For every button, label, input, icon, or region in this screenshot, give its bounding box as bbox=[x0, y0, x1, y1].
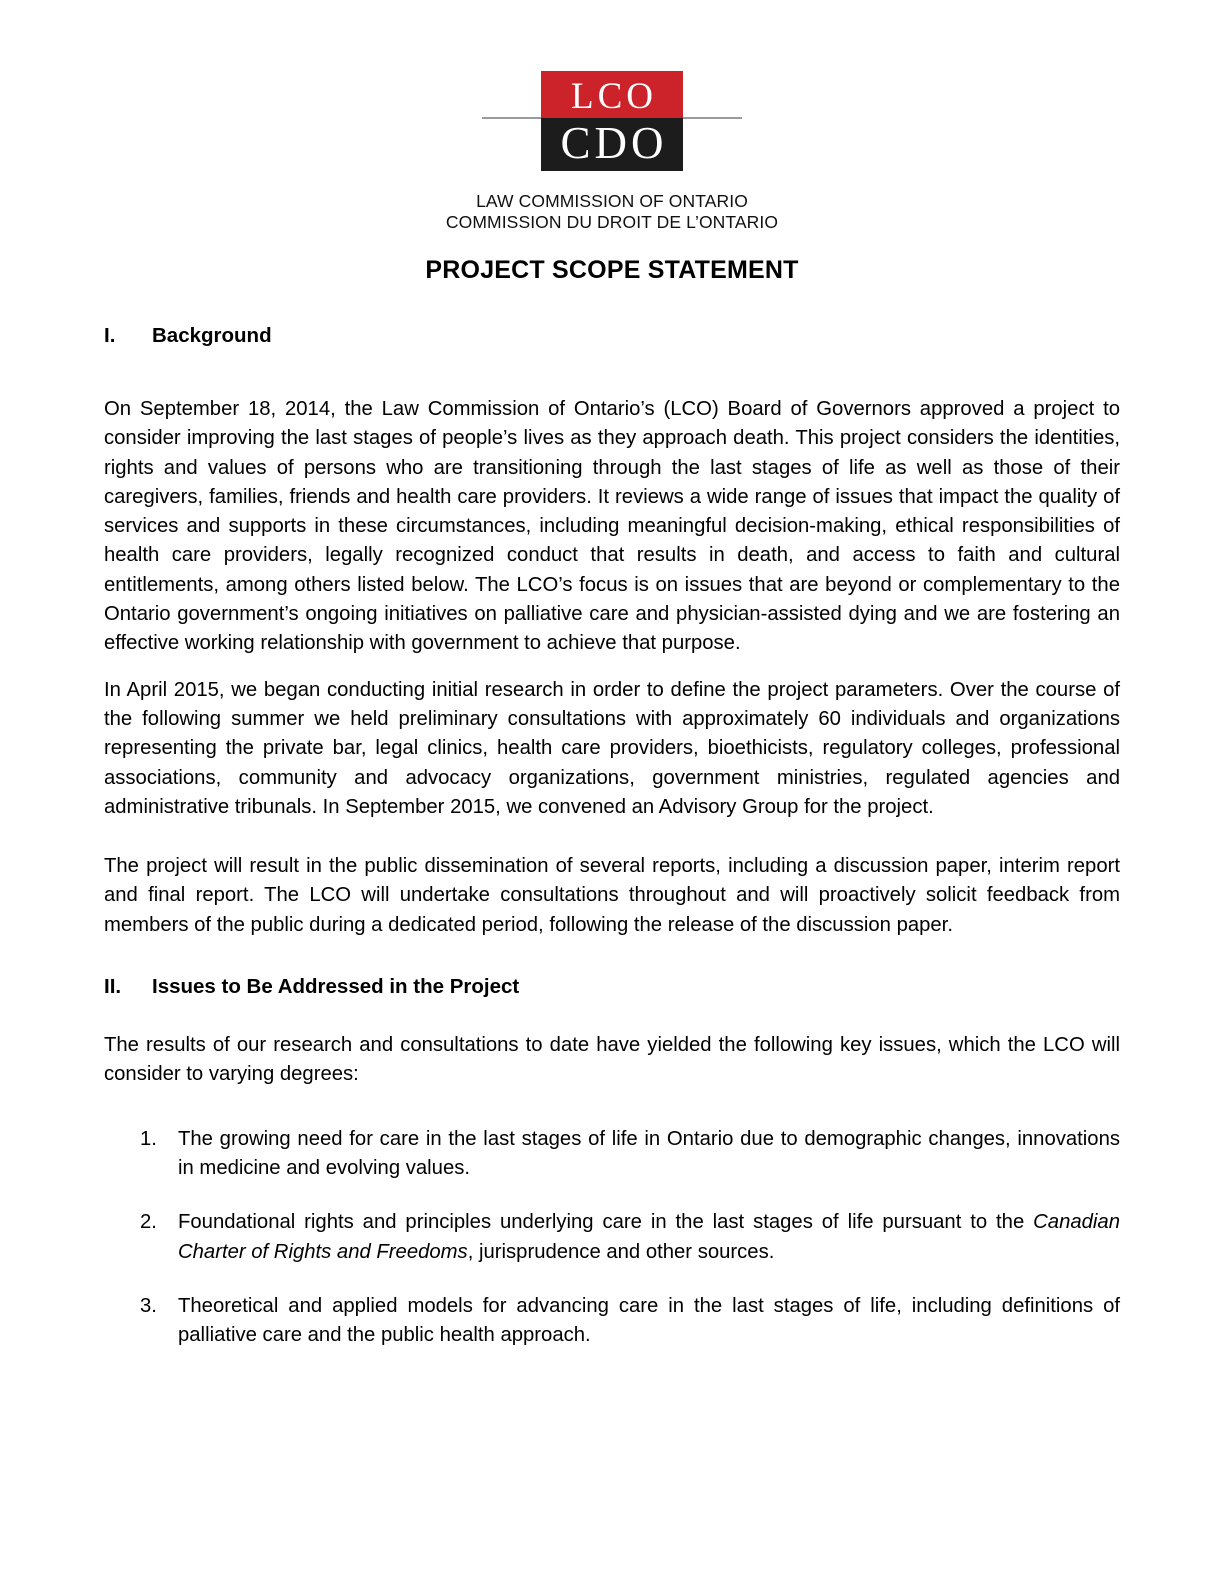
logo-text-cdo: CDO bbox=[541, 118, 683, 171]
spacer bbox=[104, 822, 1120, 852]
logo-wrapper bbox=[482, 60, 742, 172]
document-body bbox=[104, 322, 1120, 1350]
spacer bbox=[104, 659, 1120, 676]
spacer bbox=[104, 1090, 1120, 1125]
list-item-text bbox=[178, 1125, 1120, 1184]
list-item-marker: 1. bbox=[140, 1127, 157, 1150]
section-number: I. bbox=[104, 324, 116, 347]
spacer bbox=[104, 1001, 1120, 1031]
organization-name-english: LAW COMMISSION OF ONTARIO bbox=[476, 191, 748, 211]
organization-name bbox=[0, 191, 1224, 233]
list-item-text-before: The growing need for care in the last stages of life in Ontario due to demographic changes, innovations in medicine and evolving values. bbox=[178, 1127, 1120, 1179]
logo-text-lco: LCO bbox=[541, 71, 683, 118]
list-item-text-before: Theoretical and applied models for advancing care in the last stages of life, including definitions of palliative care and the public health approach. bbox=[178, 1294, 1120, 1347]
list-item-marker: 2. bbox=[140, 1211, 157, 1234]
issues-list bbox=[104, 1125, 1120, 1351]
section-heading-issues bbox=[104, 973, 1120, 1001]
paragraph-issues-intro: The results of our research and consultations to date have yielded the following key issues, which the LCO will consider to varying degrees: bbox=[104, 1034, 1120, 1086]
section-title: Issues to Be Addressed in the Project bbox=[152, 975, 520, 999]
paragraph-background-3: The project will result in the public dissemination of several reports, including a discussion paper, interim report and final report. The LCO will undertake consultations throughout and will proactively solicit feedback from members of the public during a dedicated period, following the release of the discussion paper. bbox=[104, 855, 1120, 936]
spacer bbox=[104, 940, 1120, 973]
list-item-text-before: Foundational rights and principles underlying care in the last stages of life pursuant to the bbox=[178, 1211, 1034, 1234]
list-item-text bbox=[178, 1208, 1120, 1267]
organization-name-french: COMMISSION DU DROIT DE L’ONTARIO bbox=[445, 212, 779, 232]
list-item-text bbox=[178, 1292, 1120, 1351]
list-item bbox=[104, 1208, 1120, 1267]
section-heading-background bbox=[104, 322, 1120, 350]
page-title: PROJECT SCOPE STATEMENT bbox=[425, 256, 799, 284]
spacer bbox=[104, 350, 1120, 395]
list-item bbox=[104, 1292, 1120, 1351]
section-number: II. bbox=[104, 975, 122, 999]
list-item bbox=[104, 1125, 1120, 1184]
logo-blocks bbox=[541, 71, 683, 171]
paragraph-background-1: On September 18, 2014, the Law Commission of Ontario’s (LCO) Board of Governors approved a project to consider improving the last stages of people’s lives as they approach death. This project considers the identities, rights and values of persons who are transitioning through the last stages of life as well as those of their caregivers, families, friends and health care providers. It reviews a wide range of issues that impact the quality of services and supports in these circumstances, including meaningful decision-making, ethical responsibilities of health care providers, legally recognized conduct that results in death, and access to faith and cultural entitlements, among others listed below. The LCO’s focus is on issues that are beyond or complementary to the Ontario government’s ongoing initiatives on palliative care and physician-assisted dying and we are fostering an effective working relationship with government to achieve that purpose. bbox=[104, 398, 1120, 655]
list-item-text-italic: Canadian Charter of Rights and Freedoms bbox=[178, 1211, 1120, 1263]
list-item-marker: 3. bbox=[140, 1294, 157, 1317]
list-item-text-after: , jurisprudence and other sources. bbox=[467, 1240, 775, 1263]
lco-logo bbox=[0, 60, 1224, 180]
paragraph-background-2: In April 2015, we began conducting initial research in order to define the project parameters. Over the course of the following summer we held preliminary consultations with approximately 60 individuals and organizations representing the private bar, legal clinics, health care providers, bioethicists, regulatory colleges, professional associations, community and advocacy organizations, government ministries, regulated agencies and administrative tribunals. In September 2015, we convened an Advisory Group for the project. bbox=[104, 678, 1120, 818]
section-title: Background bbox=[152, 324, 272, 347]
